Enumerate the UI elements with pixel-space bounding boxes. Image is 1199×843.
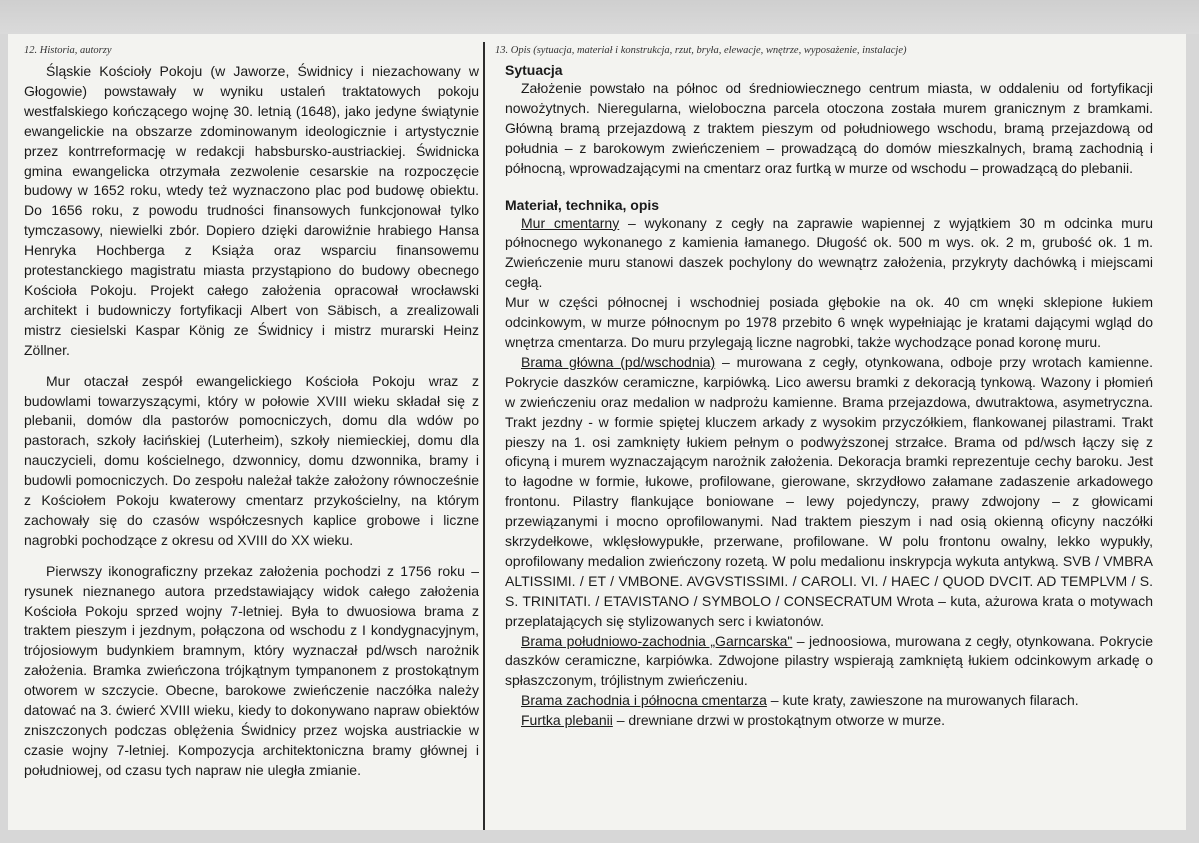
text-brama-pz: – jednoosiowa, murowana z cegły, otynkowana. Pokrycie daszków ceramiczne, karpiówka. Zdwojone pilastry wspierają zamkniętą łukiem odcinkowym arkadę o spłaszczonym, trójlistnym zwieńczeniu. (505, 632, 1153, 689)
label-furtka: Furtka plebanii (521, 712, 613, 729)
text-brama-glowna: – murowana z cegły, otynkowana, odboje przy wrotach kamienne. Pokrycie daszków ceramiczne, karpiówką. Lico awersu bramki z dekoracją tynkową. Wazony i płomień w zwieńczeniu oraz medalion w nadprożu kamienne. Brama przejazdowa, dwutraktowa, asymetryczna. Trakt jezdny - w formie spiętej kluczem arkady z wysokim przyczółkiem, flankowanej pilastrami. Trakt pieszy na 1. osi zamknięty łukiem pełnym o podwyższonej strzałce. Brama od pd/wsch łączy się z oficyną i murem wyznaczającym narożnik założenia. Dekoracja bramki reprezentuje cechy baroku. Jest to łagodne w formie, łukowe, profilowane, gierowane, skrzydłowo załamane zadaszenie arkadowego frontonu. Pilastry flankujące boniowane – lewy pojedynczy, prawy zdwojony – z głowicami przewiązanymi i mocno oprofilowanymi. Nad traktem pieszym i nad osią okienną oficyny naczółki skrzydełkowe, wklęsłowypukłe, przerwane, profilowane. W polu frontonu owalny, lekko wypukły, oprofilowany medalion zwieńczony rozetą. W polu medalionu inskrypcja wykuta antykwą. SVB / VMBRA ALTISSIMI. / ET / VMBONE. AVGVSTISSIMI. / CAROLI. VI. / HAEC / QUOD DVCIT. AD TEMPLVM / S. S. TRINITATI. / ETAVISTANO / SYMBOLO / CONSECRATUM Wrota – kuta, ażurowa krata o motywach przeplatających się stylizowanych serc i kwiatonów. (505, 353, 1153, 629)
paragraph-brama-zach (505, 691, 1153, 711)
label-mur-cmentarny: Mur cmentarny (521, 214, 620, 231)
heading-sytuacja: Sytuacja (505, 62, 563, 78)
label-brama-zach: Brama zachodnia i północna cmentarza (521, 692, 767, 709)
paragraph-brama-pz (505, 632, 1153, 692)
text-brama-zach: – kute kraty, zawieszone na murowanych filarach. (766, 692, 1079, 709)
section-header-history: 12. Historia, autorzy (24, 45, 112, 56)
paragraph-history-3: Pierwszy ikonograficzny przekaz założenia pochodzi z 1756 roku – rysunek nieznanego autora przedstawiający widok całego założenia Kościoła Pokoju sprzed wojny 7-letniej. Była to dwuosiowa brama z traktem pieszym i jezdnym, połączona od wschodu z I kondygnacyjnym, trójosiowym budynkiem bramnym, który wyznaczał pd/wsch narożnik założenia. Bramka zwieńczona trójkątnym tympanonem z prostokątnym otworem w szczycie. Obecne, barokowe zwieńczenie naczółka należy datować na 3. ćwierć XVIII wieku, kiedy to dokonywano napraw obiektów zniszczonych podczas oblężenia Świdnicy przez wojska austriackie w czasie wojny 7-letniej. Kompozycja architektoniczna bramy głównej i południowej, od czasu tych napraw nie uległa zmianie. (24, 562, 479, 778)
document-page (8, 34, 1186, 830)
paragraph-brama-glowna (505, 353, 1153, 632)
label-brama-glowna: Brama główna (pd/wschodnia) (521, 353, 716, 370)
paragraph-sytuacja: Założenie powstało na północ od średniowiecznego centrum miasta, w oddaleniu od fortyfikacji nowożytnych. Nieregularna, wieloboczna parcela otoczona została murem granicznym z bramkami. Główną bramą przejazdową z traktem pieszym od południowego wschodu, bramą przejazdową od południa – z barokowym zwieńczeniem – prowadzącą do domów mieszkalnych, bramą zachodnią i północną, wprowadzającymi na cmentarz oraz furtką w murze od wschodu – prowadzącą do plebanii. (505, 80, 1153, 176)
left-column (24, 34, 479, 830)
section-header-description: 13. Opis (sytuacja, materiał i konstrukcja, rzut, bryła, elewacje, wnętrze, wyposażenie, instalacje) (495, 45, 907, 56)
text-furtka: – drewniane drzwi w prostokątnym otworze w murze. (612, 712, 946, 729)
label-brama-pz: Brama południowo-zachodnia „Garncarska" (521, 632, 793, 649)
paragraph-history-1: Śląskie Kościoły Pokoju (w Jaworze, Świdnicy i niezachowany w Głogowie) powstawały w wyniku ustaleń traktatowych pokoju westfalskiego kończącego wojnę 30. letnią (1648), jako jedyne świątynie ewangelickie na obszarze zdominowanym ideologicznie i artystycznie przez kontrreformację w redakcji habsbursko-austriackiej. Świdnicka gmina ewangelicka otrzymała zezwolenie cesarskie na rozpoczęcie budowy w 1652 roku, wtedy też wyznaczono plac pod budowę obiektu. Do 1656 roku, z powodu trudności finansowych funkcjonował tylko tymczasowy, niewielki zbór. Dopiero dzięki darowiźnie hrabiego Hansa Henryka Hochberga z Książa oraz wsparciu finansowemu protestanckiego magistratu miasta przystąpiono do budowy obecnego Kościoła Pokoju. Projekt całego założenia opracował wrocławski architekt i budowniczy fortyfikacji Albert von Säbisch, a zrealizowali mistrz ciesielski Kaspar König ze Świdnicy i mistrz murarski Heinz Zöllner. (24, 63, 479, 358)
heading-material: Materiał, technika, opis (505, 196, 660, 213)
paragraph-furtka (505, 711, 1153, 731)
right-column (495, 34, 1153, 830)
text-mur-cmentarny: – wykonany z cegły na zaprawie wapiennej z wyjątkiem 30 m odcinka muru północnego wykonanego z kamienia łamanego. Długość ok. 500 m wys. ok. 2 m, grubość ok. 1 m. Zwieńczenie muru stanowi daszek pochylony do wewnątrz założenia, przykryty dachówką i miejscami cegłą. (505, 214, 1153, 291)
paragraph-mur-2: Mur w części północnej i wschodniej posiada głębokie na ok. 40 cm wnęki sklepione łukiem odcinkowym, w murze północnym po 1978 przebito 6 wnęk wypełniając je kratami dającymi wgląd do wnętrza cmentarza. Do muru przylegają liczne nagrobki, także wychodzące ponad koronę muru. (505, 294, 1153, 350)
column-divider (483, 42, 485, 830)
paragraph-history-2: Mur otaczał zespół ewangelickiego Kościoła Pokoju wraz z budowlami towarzyszącymi, który w połowie XVIII wieku składał się z plebanii, domów dla pastorów pomocniczych, domu dla wdów po pastorach, szkoły łacińskiej (Luterheim), szkoły niemieckiej, domu dla nauczycieli, domu kościelnego, dzwonnicy, domu dzwonnika, bramy i budowli pomocniczych. Do zespołu należał także założony równocześnie z Kościołem Pokoju kwaterowy cmentarz przykościelny, na którym zachowały się do czasów współczesnych kaplice grobowe i liczne nagrobki pochodzące z okresu od XVIII do XX wieku. (24, 372, 479, 548)
scan-margin (0, 0, 1199, 34)
paragraph-mur (505, 214, 1153, 294)
